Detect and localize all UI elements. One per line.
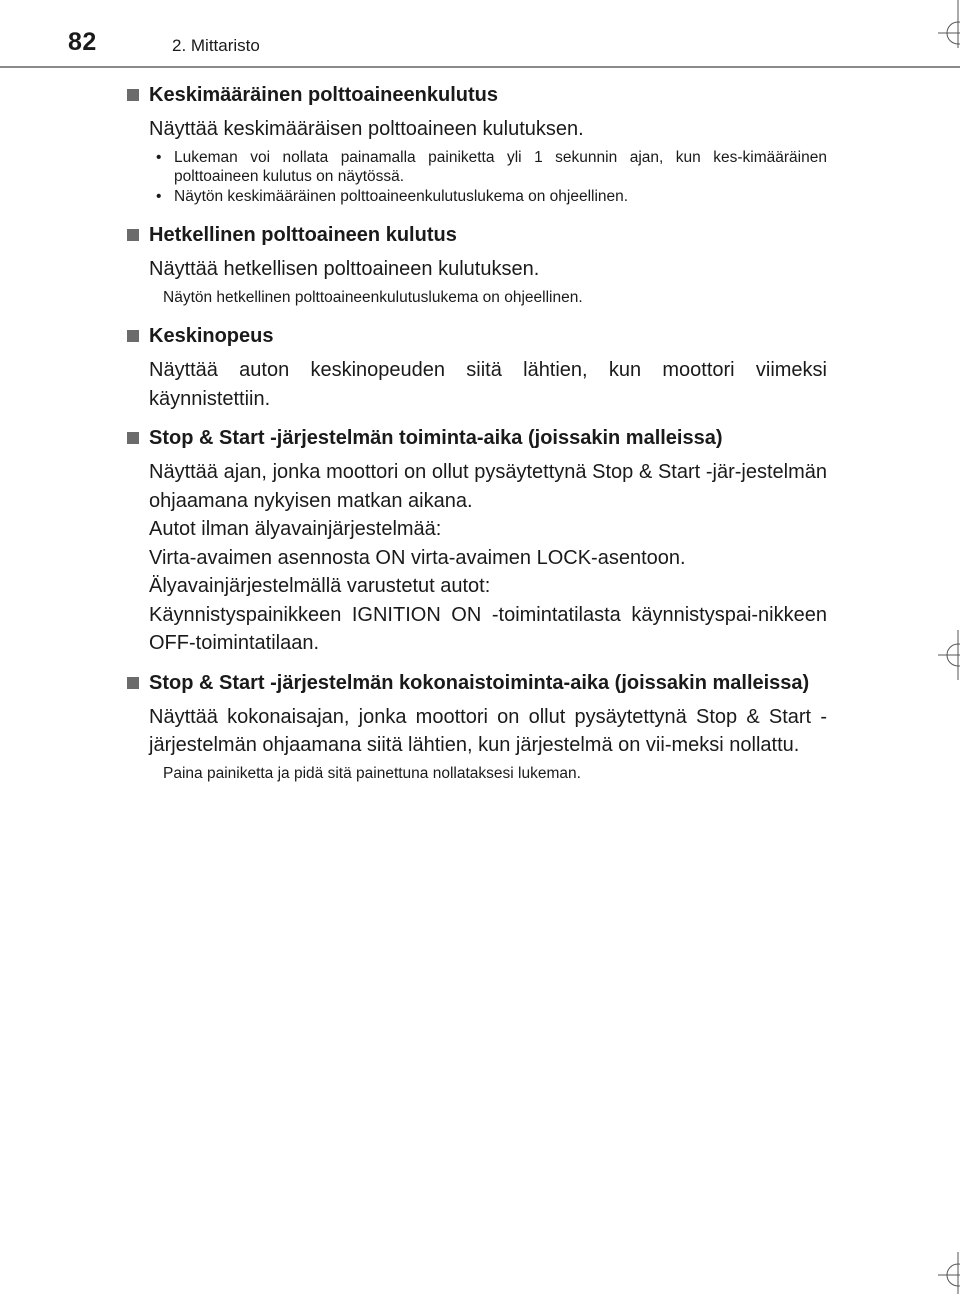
section-body: Näyttää auton keskinopeuden siitä lähtien, kun moottori viimeksi käynnistettiin. — [149, 359, 827, 410]
section-body: Näyttää kokonaisajan, jonka moottori on ollut pysäytettynä Stop & Start -järjestelmän ohjaamana siitä lähtien, kun järjestelmä on vii-meksi nollattu. — [149, 705, 827, 756]
section-heading-text: Keskimääräinen polttoaineenkulutus — [149, 84, 498, 106]
body-line: Autot ilman älyavainjärjestelmää: — [149, 518, 442, 540]
section-note: Paina painiketta ja pidä sitä painettuna nollataksesi lukeman. — [163, 764, 581, 782]
square-bullet-icon — [127, 677, 139, 689]
list-item: • Näytön keskimääräinen polttoaineenkulutuslukema on ohjeellinen. — [154, 187, 827, 207]
section-heading-text: Hetkellinen polttoaineen kulutus — [149, 224, 457, 246]
section-average-fuel-consumption — [127, 80, 827, 206]
square-bullet-icon — [127, 89, 139, 101]
section-heading — [127, 80, 827, 110]
page-content — [127, 80, 827, 783]
header-rule — [0, 66, 960, 68]
chapter-title: 2. Mittaristo — [172, 36, 260, 55]
section-note: Näytön hetkellinen polttoaineenkulutuslukema on ohjeellinen. — [163, 288, 583, 306]
bullet-list — [154, 148, 827, 207]
section-heading-text: Stop & Start -järjestelmän toiminta-aika (joissakin malleissa) — [149, 427, 723, 449]
section-stop-start-total-time — [127, 668, 827, 784]
body-line: Älyavainjärjestelmällä varustetut autot: — [149, 575, 491, 597]
section-stop-start-operating-time — [127, 423, 827, 658]
body-line: Näyttää ajan, jonka moottori on ollut pysäytettynä Stop & Start -jär-jestelmän ohjaamana nykyisen matkan aikana. — [149, 461, 827, 512]
crop-mark-bottom-right-icon — [936, 1252, 960, 1294]
section-heading-text: Stop & Start -järjestelmän kokonaistoiminta-aika (joissakin malleissa) — [149, 671, 810, 694]
section-body: Näyttää keskimääräisen polttoaineen kulutuksen. — [149, 118, 584, 140]
section-body — [149, 458, 827, 658]
body-line: Käynnistyspainikkeen IGNITION ON -toimintatilasta käynnistyspai-nikkeen OFF-toimintatilaan. — [149, 603, 827, 654]
section-body: Näyttää hetkellisen polttoaineen kulutuksen. — [149, 258, 540, 280]
section-instant-fuel-consumption — [127, 220, 827, 307]
section-heading-text: Keskinopeus — [149, 325, 274, 347]
section-heading — [127, 668, 827, 698]
section-heading — [127, 423, 827, 453]
crop-mark-right-middle-icon — [936, 630, 960, 680]
list-item: • Lukeman voi nollata painamalla painiketta yli 1 sekunnin ajan, kun kes-kimääräinen polttoaineen kulutus on näytössä. — [154, 148, 827, 187]
square-bullet-icon — [127, 330, 139, 342]
square-bullet-icon — [127, 229, 139, 241]
page-number: 82 — [68, 28, 97, 56]
section-heading — [127, 321, 827, 351]
square-bullet-icon — [127, 432, 139, 444]
section-heading — [127, 220, 827, 250]
crop-mark-top-right-icon — [936, 0, 960, 48]
body-line: Virta-avaimen asennosta ON virta-avaimen LOCK-asentoon. — [149, 546, 686, 569]
section-average-speed — [127, 321, 827, 413]
